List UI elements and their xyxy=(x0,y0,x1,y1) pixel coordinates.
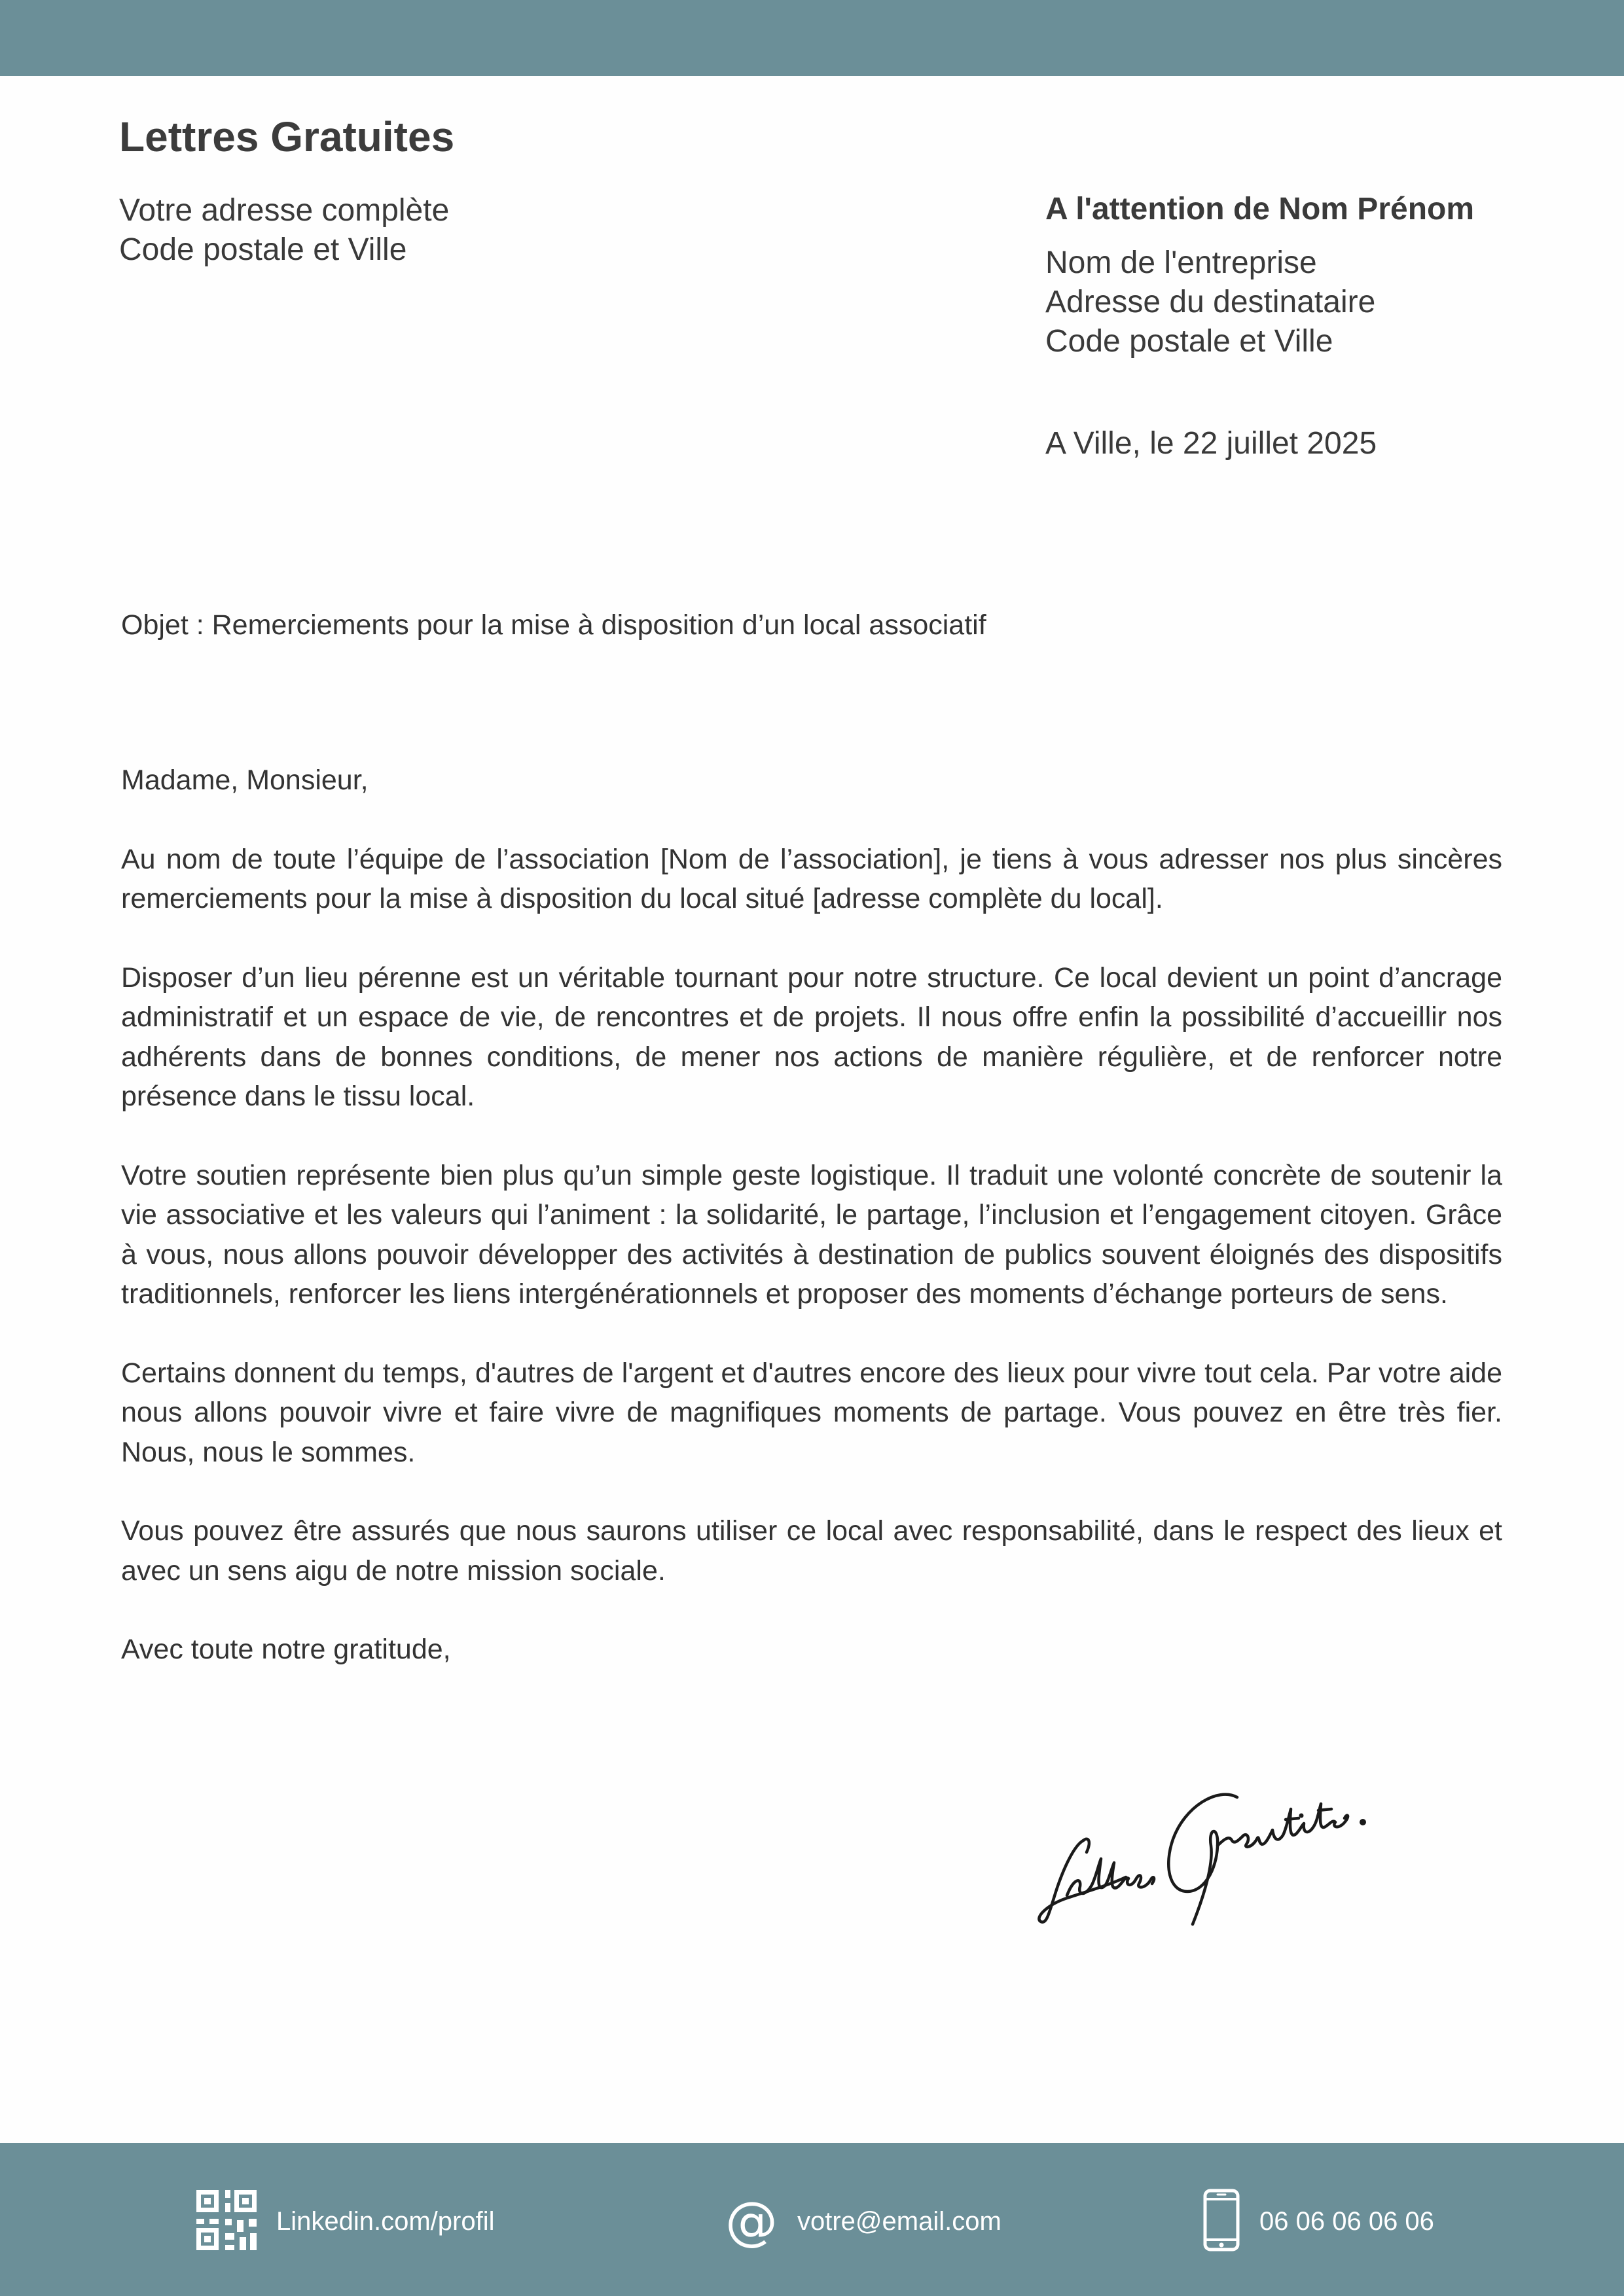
letter-date: A Ville, le 22 juillet 2025 xyxy=(1045,426,1377,461)
body-paragraph: Au nom de toute l’équipe de l’association [Nom de l’association], je tiens à vous adresser nos plus sincères remerciements pour la mise à disposition du local situé [adresse complète du local]. xyxy=(121,843,1502,914)
footer-linkedin[interactable] xyxy=(196,2189,495,2254)
body-paragraph: Disposer d’un lieu pérenne est un véritable tournant pour notre structure. Ce local devient un point d’ancrage administratif et un espace de vie, de rencontres et de projets. Il nous offre enfin la possibilité d’accueillir nos adhérents dans de bonnes conditions, de mener nos actions de manière régulière, et de renforcer notre présence dans le tissu local. xyxy=(121,961,1502,1112)
body-paragraph: Certains donnent du temps, d'autres de l'argent et d'autres encore des lieux pour vivre tout cela. Par votre aide nous allons pouvoir vivre et faire vivre de magnifiques moments de partage. Vous pouvez en être très fier. Nous, nous le sommes. xyxy=(121,1357,1502,1468)
letter-subject: Objet : Remerciements pour la mise à disposition d’un local associatif xyxy=(121,609,986,641)
smartphone-icon xyxy=(1203,2189,1240,2255)
footer-email[interactable] xyxy=(725,2189,1001,2254)
top-color-band xyxy=(0,0,1624,76)
at-sign-icon: @ xyxy=(725,2191,778,2251)
phone-number[interactable]: 06 06 06 06 06 xyxy=(1259,2206,1434,2236)
letter-body xyxy=(121,761,1502,1709)
recipient-block xyxy=(1045,190,1569,361)
handwritten-signature xyxy=(1021,1767,1414,1937)
footer-phone[interactable] xyxy=(1203,2189,1434,2254)
sender-address-line: Code postale et Ville xyxy=(119,232,407,267)
email-link[interactable]: votre@email.com xyxy=(797,2206,1001,2236)
recipient-city: Code postale et Ville xyxy=(1045,324,1333,359)
qr-code-icon xyxy=(196,2190,257,2253)
recipient-company: Nom de l'entreprise xyxy=(1045,245,1317,280)
footer-contact-band xyxy=(0,2143,1624,2296)
sender-address xyxy=(119,191,449,270)
body-paragraph: Votre soutien représente bien plus qu’un simple geste logistique. Il traduit une volonté concrète de soutenir la vie associative et les valeurs qui l’animent : la solidarité, le partage, l’inclusion et l’engagement citoyen. Grâce à vous, nous allons pouvoir développer des activités à destination de publics souvent éloignés des dispositifs traditionnels, renforcer les liens intergénérationnels et proposer des moments d’échange porteurs de sens. xyxy=(121,1159,1502,1310)
sender-address-line: Votre adresse complète xyxy=(119,193,450,228)
recipient-address: Adresse du destinataire xyxy=(1045,285,1376,319)
closing: Avec toute notre gratitude, xyxy=(121,1634,451,1665)
recipient-attention: A l'attention de Nom Prénom xyxy=(1045,192,1475,226)
linkedin-link[interactable]: Linkedin.com/profil xyxy=(276,2206,495,2236)
salutation: Madame, Monsieur, xyxy=(121,764,369,796)
sender-name: Lettres Gratuites xyxy=(119,113,455,160)
body-paragraph: Vous pouvez être assurés que nous saurons utiliser ce local avec responsabilité, dans le respect des lieux et avec un sens aigu de notre mission sociale. xyxy=(121,1515,1502,1587)
